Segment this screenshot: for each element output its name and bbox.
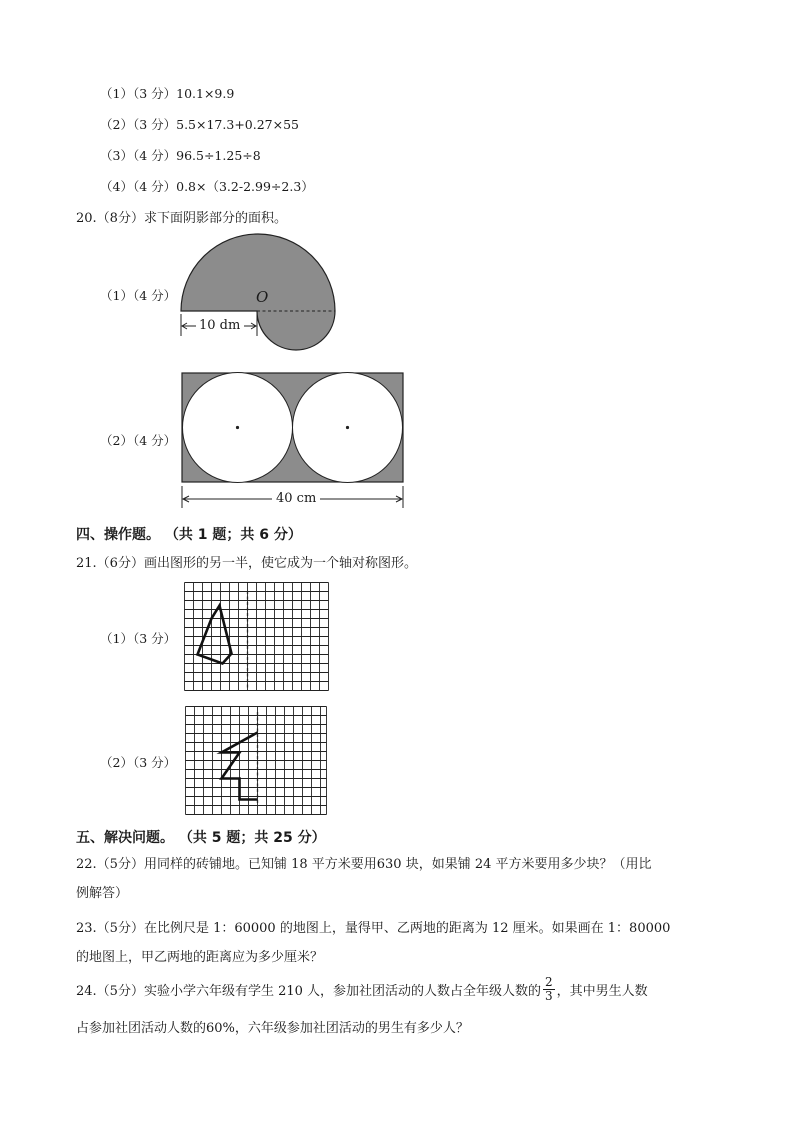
question-21-part2-label: （2）（3 分） [100, 755, 177, 770]
calc-item-3: （3）（4 分）96.5÷1.25÷8 [100, 148, 261, 163]
question-21-text: 21.（6分）画出图形的另一半，使它成为一个轴对称图形。 [76, 556, 417, 571]
question-20-text: 20.（8分）求下面阴影部分的面积。 [76, 211, 287, 226]
center-point-label: O [256, 288, 269, 306]
fig2-dimension-label: 40 cm [276, 491, 317, 506]
grid-lines [185, 583, 329, 691]
question-24-line2: 占参加社团活动人数的60%，六年级参加社团活动的男生有多少人？ [76, 1021, 469, 1036]
fraction-numerator: 2 [545, 975, 553, 989]
symmetry-grid-2 [185, 706, 330, 816]
question-23-line1: 23.（5分）在比例尺是 1：60000 的地图上，量得甲、乙两地的距离为 12 厘米。如果画在 1：80000 [76, 921, 671, 936]
question-22-line1: 22.（5分）用同样的砖铺地。已知铺 18 平方米要用630 块，如果铺 24 平方米要用多少块？（用比 [76, 857, 652, 872]
question-22-line2: 例解答） [76, 886, 129, 901]
question-23-line2: 的地图上，甲乙两地的距离应为多少厘米？ [76, 950, 324, 965]
fig1-dimension-label: 10 dm [199, 318, 241, 333]
calc-item-1: （1）（3 分）10.1×9.9 [100, 86, 235, 101]
calc-item-2: （2）（3 分）5.5×17.3+0.27×55 [100, 117, 299, 132]
right-center-dot [346, 426, 349, 429]
calc-item-4: （4）（4 分）0.8×（3.2-2.99÷2.3） [100, 179, 314, 194]
question-20-part2-label: （2）（4 分） [100, 433, 177, 448]
question-24-line1 [76, 976, 648, 1003]
question-24-text-b: ，其中男生人数 [556, 984, 648, 999]
section-5-title: 五、解决问题。 （共 5 题；共 25 分） [76, 830, 326, 846]
question-21-part1-label: （1）（3 分） [100, 631, 177, 646]
left-center-dot [236, 426, 239, 429]
fraction-two-thirds [543, 976, 555, 1003]
section-4-title: 四、操作题。 （共 1 题；共 6 分） [76, 527, 302, 543]
question-24-text-a: 24.（5分）实验小学六年级有学生 210 人，参加社团活动的人数占全年级人数的 [76, 984, 542, 999]
question-20-part1-label: （1）（4 分） [100, 288, 177, 303]
fraction-denominator: 3 [545, 989, 553, 1003]
symmetry-grid-1 [184, 582, 330, 692]
